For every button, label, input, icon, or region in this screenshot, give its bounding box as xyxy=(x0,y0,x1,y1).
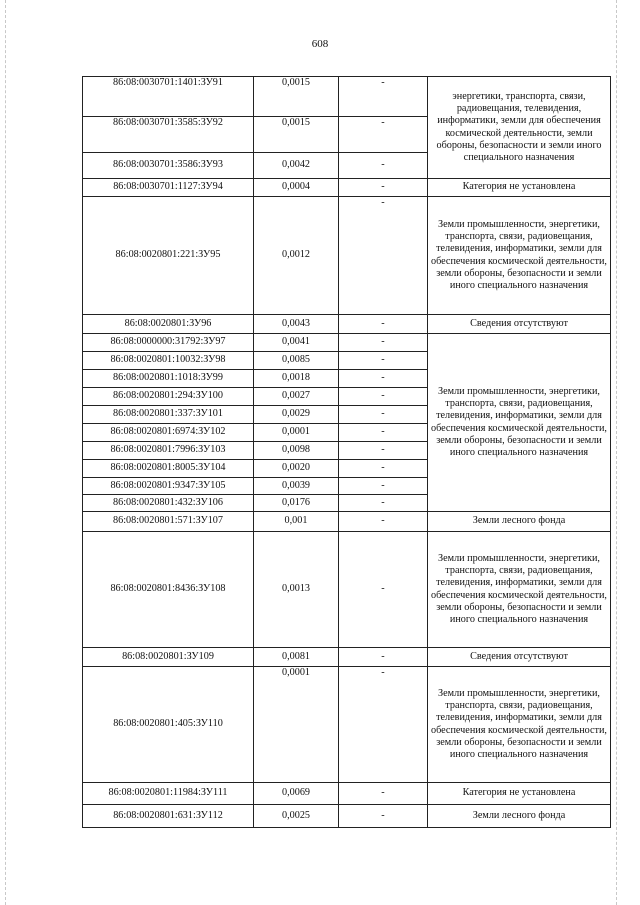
area-cell: 0,0042 xyxy=(254,153,339,179)
area-cell: 0,0001 xyxy=(254,667,339,783)
cadastral-number-cell: 86:08:0030701:3586:ЗУ93 xyxy=(83,153,254,179)
area-cell: 0,0018 xyxy=(254,370,339,388)
dash-cell: - xyxy=(339,512,428,532)
land-category-cell: Земли промышленности, энергетики, транспорта, связи, радиовещания, телевидения, информатики, земли для обеспечения космической деятельности, земли обороны, безопасности и земли иного специального назначения xyxy=(428,667,611,783)
dash-cell: - xyxy=(339,117,428,153)
table-row xyxy=(83,315,611,334)
cadastral-number-cell: 86:08:0020801:432:ЗУ106 xyxy=(83,495,254,512)
cadastral-number-cell: 86:08:0000000:31792:ЗУ97 xyxy=(83,334,254,352)
cadastral-number-cell: 86:08:0020801:337:ЗУ101 xyxy=(83,406,254,424)
dash-cell: - xyxy=(339,442,428,460)
area-cell: 0,0012 xyxy=(254,197,339,315)
area-cell: 0,0041 xyxy=(254,334,339,352)
cadastral-number-cell: 86:08:0020801:9347:ЗУ105 xyxy=(83,478,254,495)
dash-cell: - xyxy=(339,783,428,805)
table-row xyxy=(83,334,611,352)
table-row xyxy=(83,179,611,197)
cadastral-number-cell: 86:08:0020801:221:ЗУ95 xyxy=(83,197,254,315)
table-row xyxy=(83,77,611,117)
area-cell: 0,0069 xyxy=(254,783,339,805)
area-cell: 0,0029 xyxy=(254,406,339,424)
dash-cell: - xyxy=(339,334,428,352)
land-category-cell: Сведения отсутствуют xyxy=(428,315,611,334)
dash-cell: - xyxy=(339,805,428,828)
dash-cell: - xyxy=(339,648,428,667)
cadastral-number-cell: 86:08:0020801:294:ЗУ100 xyxy=(83,388,254,406)
cadastral-number-cell: 86:08:0030701:1127:ЗУ94 xyxy=(83,179,254,197)
table-row xyxy=(83,197,611,315)
table-row xyxy=(83,805,611,828)
land-category-cell: энергетики, транспорта, связи, радиовещания, телевидения, информатики, земли для обеспечения космической деятельности, земли обороны, безопасности и земли иного специального назначения xyxy=(428,77,611,179)
dash-cell: - xyxy=(339,315,428,334)
area-cell: 0,0020 xyxy=(254,460,339,478)
dash-cell: - xyxy=(339,406,428,424)
cadastral-number-cell: 86:08:0020801:ЗУ109 xyxy=(83,648,254,667)
area-cell: 0,0025 xyxy=(254,805,339,828)
area-cell: 0,0081 xyxy=(254,648,339,667)
dash-cell: - xyxy=(339,667,428,783)
dash-cell: - xyxy=(339,77,428,117)
land-category-cell: Земли лесного фонда xyxy=(428,512,611,532)
cadastral-number-cell: 86:08:0020801:11984:ЗУ111 xyxy=(83,783,254,805)
dash-cell: - xyxy=(339,179,428,197)
area-cell: 0,001 xyxy=(254,512,339,532)
cadastral-number-cell: 86:08:0020801:6974:ЗУ102 xyxy=(83,424,254,442)
area-cell: 0,0039 xyxy=(254,478,339,495)
page-number: 608 xyxy=(311,38,329,50)
cadastral-number-cell: 86:08:0020801:405:ЗУ110 xyxy=(83,667,254,783)
dash-cell: - xyxy=(339,352,428,370)
cadastral-number-cell: 86:08:0020801:631:ЗУ112 xyxy=(83,805,254,828)
left-margin-line xyxy=(5,0,6,905)
cadastral-number-cell: 86:08:0020801:7996:ЗУ103 xyxy=(83,442,254,460)
area-cell: 0,0004 xyxy=(254,179,339,197)
cadastral-number-cell: 86:08:0020801:10032:ЗУ98 xyxy=(83,352,254,370)
cadastral-number-cell: 86:08:0030701:1401:ЗУ91 xyxy=(83,77,254,117)
table-row xyxy=(83,512,611,532)
area-cell: 0,0098 xyxy=(254,442,339,460)
land-category-cell: Категория не установлена xyxy=(428,783,611,805)
dash-cell: - xyxy=(339,495,428,512)
area-cell: 0,0176 xyxy=(254,495,339,512)
dash-cell: - xyxy=(339,424,428,442)
dash-cell: - xyxy=(339,478,428,495)
area-cell: 0,0027 xyxy=(254,388,339,406)
land-category-cell: Категория не установлена xyxy=(428,179,611,197)
land-category-cell: Земли промышленности, энергетики, транспорта, связи, радиовещания, телевидения, информатики, земли для обеспечения космической деятельности, земли обороны, безопасности и земли иного специального назначения xyxy=(428,334,611,512)
dash-cell: - xyxy=(339,388,428,406)
cadastral-number-cell: 86:08:0020801:8005:ЗУ104 xyxy=(83,460,254,478)
right-margin-line xyxy=(616,0,617,905)
table-row xyxy=(83,667,611,783)
area-cell: 0,0001 xyxy=(254,424,339,442)
dash-cell: - xyxy=(339,153,428,179)
dash-cell: - xyxy=(339,370,428,388)
cadastral-number-cell: 86:08:0020801:ЗУ96 xyxy=(83,315,254,334)
dash-cell: - xyxy=(339,197,428,315)
dash-cell: - xyxy=(339,532,428,648)
area-cell: 0,0043 xyxy=(254,315,339,334)
table-row xyxy=(83,648,611,667)
area-cell: 0,0085 xyxy=(254,352,339,370)
land-category-cell: Земли лесного фонда xyxy=(428,805,611,828)
area-cell: 0,0015 xyxy=(254,117,339,153)
cadastral-number-cell: 86:08:0020801:8436:ЗУ108 xyxy=(83,532,254,648)
cadastral-number-cell: 86:08:0020801:1018:ЗУ99 xyxy=(83,370,254,388)
land-category-cell: Сведения отсутствуют xyxy=(428,648,611,667)
dash-cell: - xyxy=(339,460,428,478)
table-row xyxy=(83,532,611,648)
table-row xyxy=(83,783,611,805)
land-plot-table xyxy=(82,76,611,828)
land-category-cell: Земли промышленности, энергетики, транспорта, связи, радиовещания, телевидения, информатики, земли для обеспечения космической деятельности, земли обороны, безопасности и земли иного специального назначения xyxy=(428,532,611,648)
area-cell: 0,0013 xyxy=(254,532,339,648)
land-category-cell: Земли промышленности, энергетики, транспорта, связи, радиовещания, телевидения, информатики, земли для обеспечения космической деятельности, земли обороны, безопасности и земли иного специального назначения xyxy=(428,197,611,315)
cadastral-number-cell: 86:08:0030701:3585:ЗУ92 xyxy=(83,117,254,153)
area-cell: 0,0015 xyxy=(254,77,339,117)
cadastral-number-cell: 86:08:0020801:571:ЗУ107 xyxy=(83,512,254,532)
